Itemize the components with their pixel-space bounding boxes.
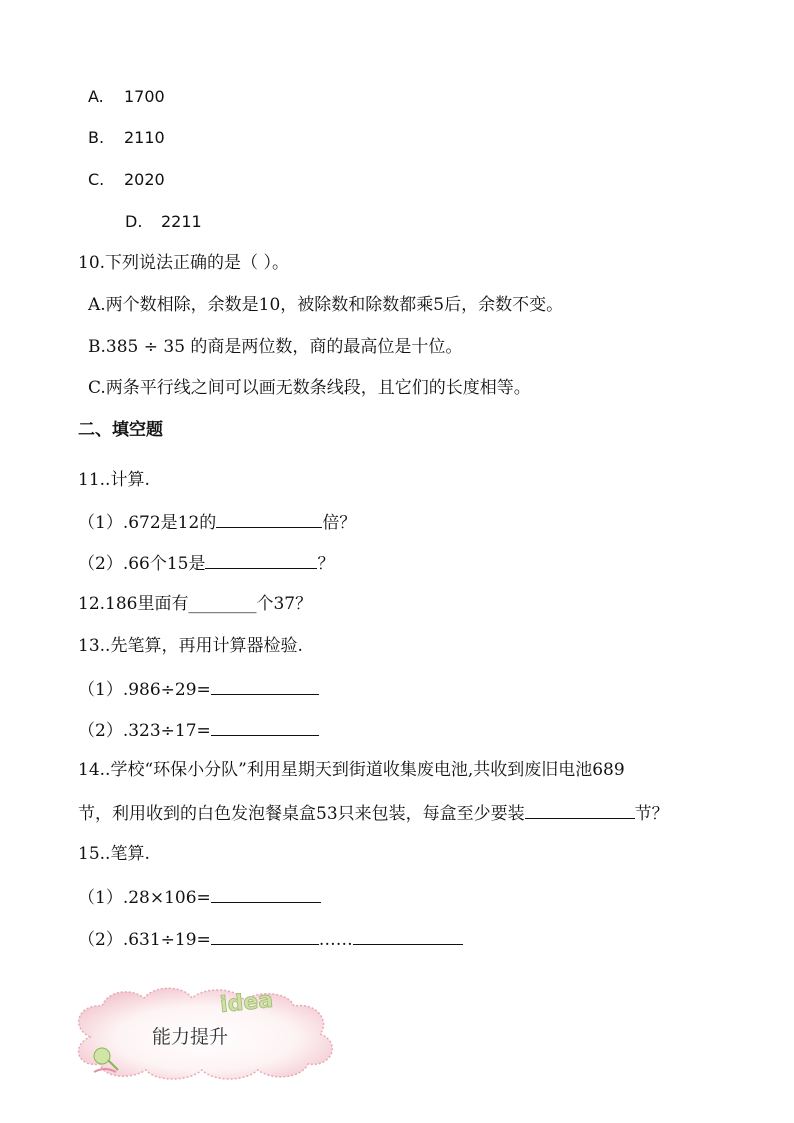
ellipsis: …… bbox=[318, 930, 353, 950]
q13-part1 bbox=[78, 678, 319, 700]
q14-line2-suffix: 节？ bbox=[634, 804, 669, 824]
section-title: 二、填空题 bbox=[78, 420, 163, 440]
q12-suffix: 个37？ bbox=[256, 594, 313, 614]
option-d bbox=[125, 212, 202, 232]
q11-stem: 11..计算. bbox=[78, 470, 150, 490]
q14-line1: 14..学校“环保小分队”利用星期天到街道收集废电池,共收到废旧电池689 bbox=[78, 760, 625, 780]
q11-part2-text: （2）.66个15是 bbox=[78, 554, 206, 574]
q13-part2-text: （2）.323÷17= bbox=[78, 721, 211, 741]
option-value: 2211 bbox=[161, 212, 202, 231]
q12 bbox=[78, 594, 312, 614]
q13-stem: 13..先笔算，再用计算器检验. bbox=[78, 636, 303, 656]
q13-part2 bbox=[78, 719, 319, 741]
q13-part1-text: （1）.986÷29= bbox=[78, 680, 211, 700]
q15-part2-text: （2）.631÷19= bbox=[78, 930, 211, 950]
q11-part1-text: （1）.672是12的 bbox=[78, 513, 217, 533]
q10-option-a: A.两个数相除，余数是10，被除数和除数都乘5后，余数不变。 bbox=[88, 295, 564, 315]
q11-part1-suffix: 倍？ bbox=[322, 513, 357, 533]
q10-option-c: C.两条平行线之间可以画无数条线段，且它们的长度相等。 bbox=[88, 378, 531, 398]
option-b bbox=[88, 128, 165, 148]
q15-part2 bbox=[78, 928, 463, 950]
idea-deco-text: idea bbox=[218, 987, 275, 1019]
option-letter: A. bbox=[88, 87, 104, 106]
option-letter: D. bbox=[125, 212, 143, 231]
option-value: 2020 bbox=[124, 170, 165, 189]
q15-stem: 15..笔算. bbox=[78, 844, 150, 864]
q11-part2 bbox=[78, 552, 334, 574]
q15-part1 bbox=[78, 886, 321, 908]
q12-blank[interactable]: ________ bbox=[188, 594, 257, 614]
answer-blank[interactable] bbox=[525, 802, 635, 819]
answer-blank[interactable] bbox=[211, 678, 319, 695]
q11-part1 bbox=[78, 511, 356, 533]
q11-part2-suffix: ？ bbox=[317, 554, 335, 574]
answer-blank[interactable] bbox=[211, 886, 321, 903]
q14-line2-text: 节，利用收到的白色发泡餐桌盒53只来包装，每盒至少要装 bbox=[78, 804, 525, 824]
q14-line2 bbox=[78, 802, 669, 824]
option-a bbox=[88, 87, 165, 107]
option-value: 2110 bbox=[124, 128, 165, 147]
answer-blank[interactable] bbox=[205, 552, 317, 569]
answer-blank[interactable] bbox=[353, 928, 463, 945]
badge-title: 能力提升 bbox=[152, 1026, 229, 1048]
q10-option-b: B.385 ÷ 35 的商是两位数，商的最高位是十位。 bbox=[88, 337, 463, 357]
answer-blank[interactable] bbox=[211, 719, 319, 736]
option-c bbox=[88, 170, 165, 190]
option-value: 1700 bbox=[124, 87, 165, 106]
q10-stem: 10.下列说法正确的是（ ）。 bbox=[78, 253, 289, 273]
answer-blank[interactable] bbox=[216, 511, 322, 528]
q15-part1-text: （1）.28×106= bbox=[78, 888, 211, 908]
answer-blank[interactable] bbox=[211, 928, 319, 945]
option-letter: B. bbox=[88, 128, 105, 147]
q12-text: 12.186里面有 bbox=[78, 594, 189, 614]
option-letter: C. bbox=[88, 170, 105, 189]
